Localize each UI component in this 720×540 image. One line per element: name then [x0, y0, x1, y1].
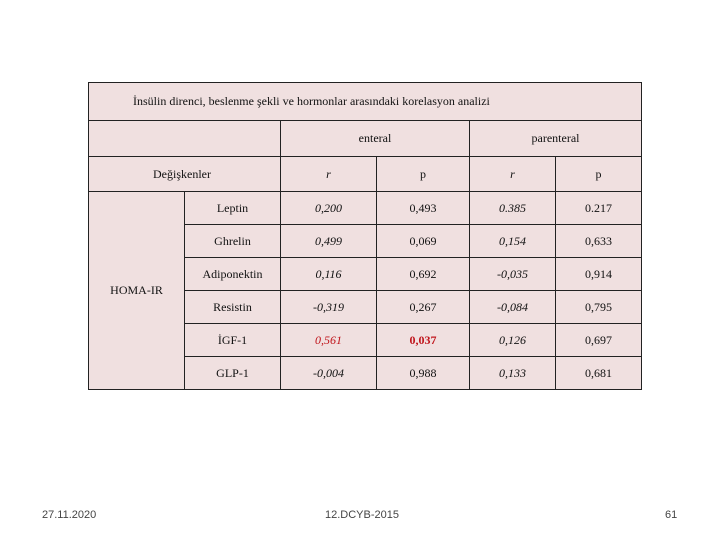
cell-p-parenteral: 0,681 [556, 357, 642, 390]
row-group-label: HOMA-IR [89, 192, 185, 390]
header-blank [89, 121, 281, 157]
variables-label: Değişkenler [89, 157, 281, 192]
footer-page-number: 61 [665, 509, 678, 521]
cell-p-enteral: 0,267 [377, 291, 470, 324]
col-p-enteral: p [377, 157, 470, 192]
cell-r-enteral-highlight: 0,561 [281, 324, 377, 357]
cell-r-parenteral: 0,133 [470, 357, 556, 390]
footer-event: 12.DCYB-2015 [325, 509, 399, 521]
cell-p-parenteral: 0,914 [556, 258, 642, 291]
row-name: GLP-1 [185, 357, 281, 390]
group-enteral: enteral [281, 121, 470, 157]
cell-r-parenteral: 0,126 [470, 324, 556, 357]
cell-p-enteral: 0,493 [377, 192, 470, 225]
cell-r-enteral: -0,319 [281, 291, 377, 324]
cell-p-enteral: 0,692 [377, 258, 470, 291]
group-parenteral: parenteral [470, 121, 642, 157]
row-name: Adiponektin [185, 258, 281, 291]
cell-p-enteral: 0,069 [377, 225, 470, 258]
cell-r-parenteral: 0.385 [470, 192, 556, 225]
cell-r-parenteral: 0,154 [470, 225, 556, 258]
cell-p-parenteral: 0,697 [556, 324, 642, 357]
cell-r-enteral: 0,200 [281, 192, 377, 225]
cell-p-enteral: 0,988 [377, 357, 470, 390]
cell-p-parenteral: 0,633 [556, 225, 642, 258]
cell-p-parenteral: 0.217 [556, 192, 642, 225]
cell-r-parenteral: -0,035 [470, 258, 556, 291]
cell-p-enteral-highlight: 0,037 [377, 324, 470, 357]
row-name: Resistin [185, 291, 281, 324]
correlation-table [88, 82, 642, 390]
row-name: İGF-1 [185, 324, 281, 357]
cell-r-enteral: -0,004 [281, 357, 377, 390]
col-r-enteral: r [281, 157, 377, 192]
cell-r-enteral: 0,116 [281, 258, 377, 291]
cell-r-parenteral: -0,084 [470, 291, 556, 324]
row-name: Leptin [185, 192, 281, 225]
col-r-parenteral: r [470, 157, 556, 192]
cell-r-enteral: 0,499 [281, 225, 377, 258]
table-title: İnsülin direnci, beslenme şekli ve hormonlar arasındaki korelasyon analizi [89, 83, 642, 121]
row-name: Ghrelin [185, 225, 281, 258]
col-p-parenteral: p [556, 157, 642, 192]
footer-date: 27.11.2020 [42, 509, 97, 521]
cell-p-parenteral: 0,795 [556, 291, 642, 324]
